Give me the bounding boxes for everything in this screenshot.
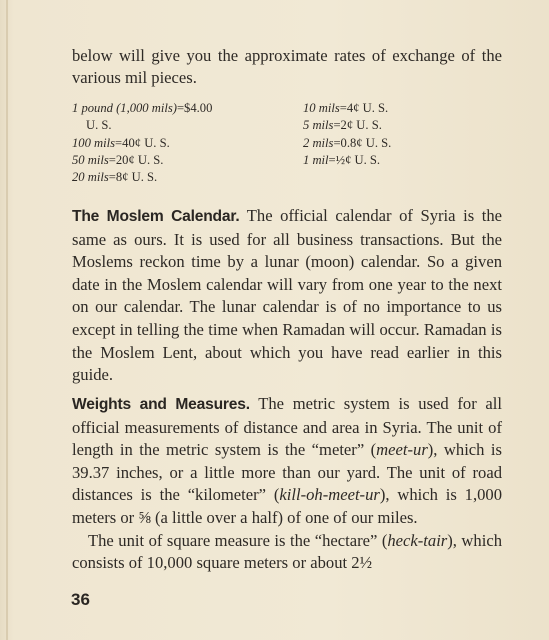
rate-value: =$4.00 [176,101,213,115]
rate-term: 2 mils [303,135,334,150]
rate-term: 10 mils [303,101,340,115]
rate-value: =0.8¢ U. S. [333,135,392,150]
weights-measures-section [72,393,502,575]
intro-text: below will give you the approximate rates of exchange of the various mil pieces. [72,46,502,87]
section-heading: Weights and Measures. [72,396,250,413]
pronunciation: meet-ur [376,440,428,460]
rate-term: 5 mils [303,118,334,133]
rate-entry [72,100,282,117]
intro-paragraph [72,45,502,89]
exchange-rates-left-column [72,100,282,186]
rate-value: =4¢ U. S. [339,101,389,115]
rate-term: 1 pound (1,000 mils) [72,101,177,115]
rate-value: =2¢ U. S. [333,118,382,133]
weights-text: ), which is 39.37 inches, or a little more than our yard. The unit of road distances is the “kilometer” ( [72,440,502,505]
rate-term: 100 mils [72,135,116,150]
calendar-paragraph [72,205,502,387]
hectare-text: The unit of square measure is the “hectare” ( [88,530,388,550]
pronunciation: kill-oh-meet-ur [279,485,380,505]
exchange-rates-right-column [303,100,503,169]
rate-value: =8¢ U. S. [108,170,158,185]
section-heading: The Moslem Calendar. [72,208,240,225]
rate-entry [303,135,503,152]
rate-value: =20¢ U. S. [108,152,164,167]
rate-entry [72,152,282,169]
rate-term: 1 mil [303,152,329,167]
hectare-paragraph [72,530,502,575]
moslem-calendar-section [72,205,502,387]
weights-text: ), which is 1,000 meters or ⅝ (a little over a half) of one of our miles. [72,485,503,527]
hectare-text: ), which consists of 10,000 square meters or about 2½ [72,530,502,573]
rate-entry [303,152,503,169]
page-gutter [6,0,8,640]
rate-entry [72,169,282,186]
page-number: 36 [71,590,90,609]
rate-entry [303,117,503,134]
weights-paragraph [72,393,502,530]
rate-entry [303,100,503,117]
rate-entry [72,117,282,134]
rate-entry [72,135,282,152]
rate-term: 20 mils [72,170,109,185]
rate-term: 50 mils [72,152,109,167]
weights-text: The metric system is used for all official measurements of distance and area in Syria. The unit of length in the metric system is the “meter” ( [72,394,502,460]
rate-value: =½¢ U. S. [328,152,381,167]
calendar-text: The official calendar of Syria is the same as ours. It is used for all business transactions. But the Moslems reckon time by a lunar (moon) calendar. So a given date in the Moslem calendar will vary from one year to the next on our calendar. The lunar calendar is of no importance to us except in telling the time when Ramadan will occur. Ramadan is the Moslem Lent, about which you have read earlier in this guide. [72,206,502,385]
pronunciation: heck-tair [387,530,448,550]
rate-value: =40¢ U. S. [115,135,170,150]
rate-value: U. S. [86,118,112,133]
